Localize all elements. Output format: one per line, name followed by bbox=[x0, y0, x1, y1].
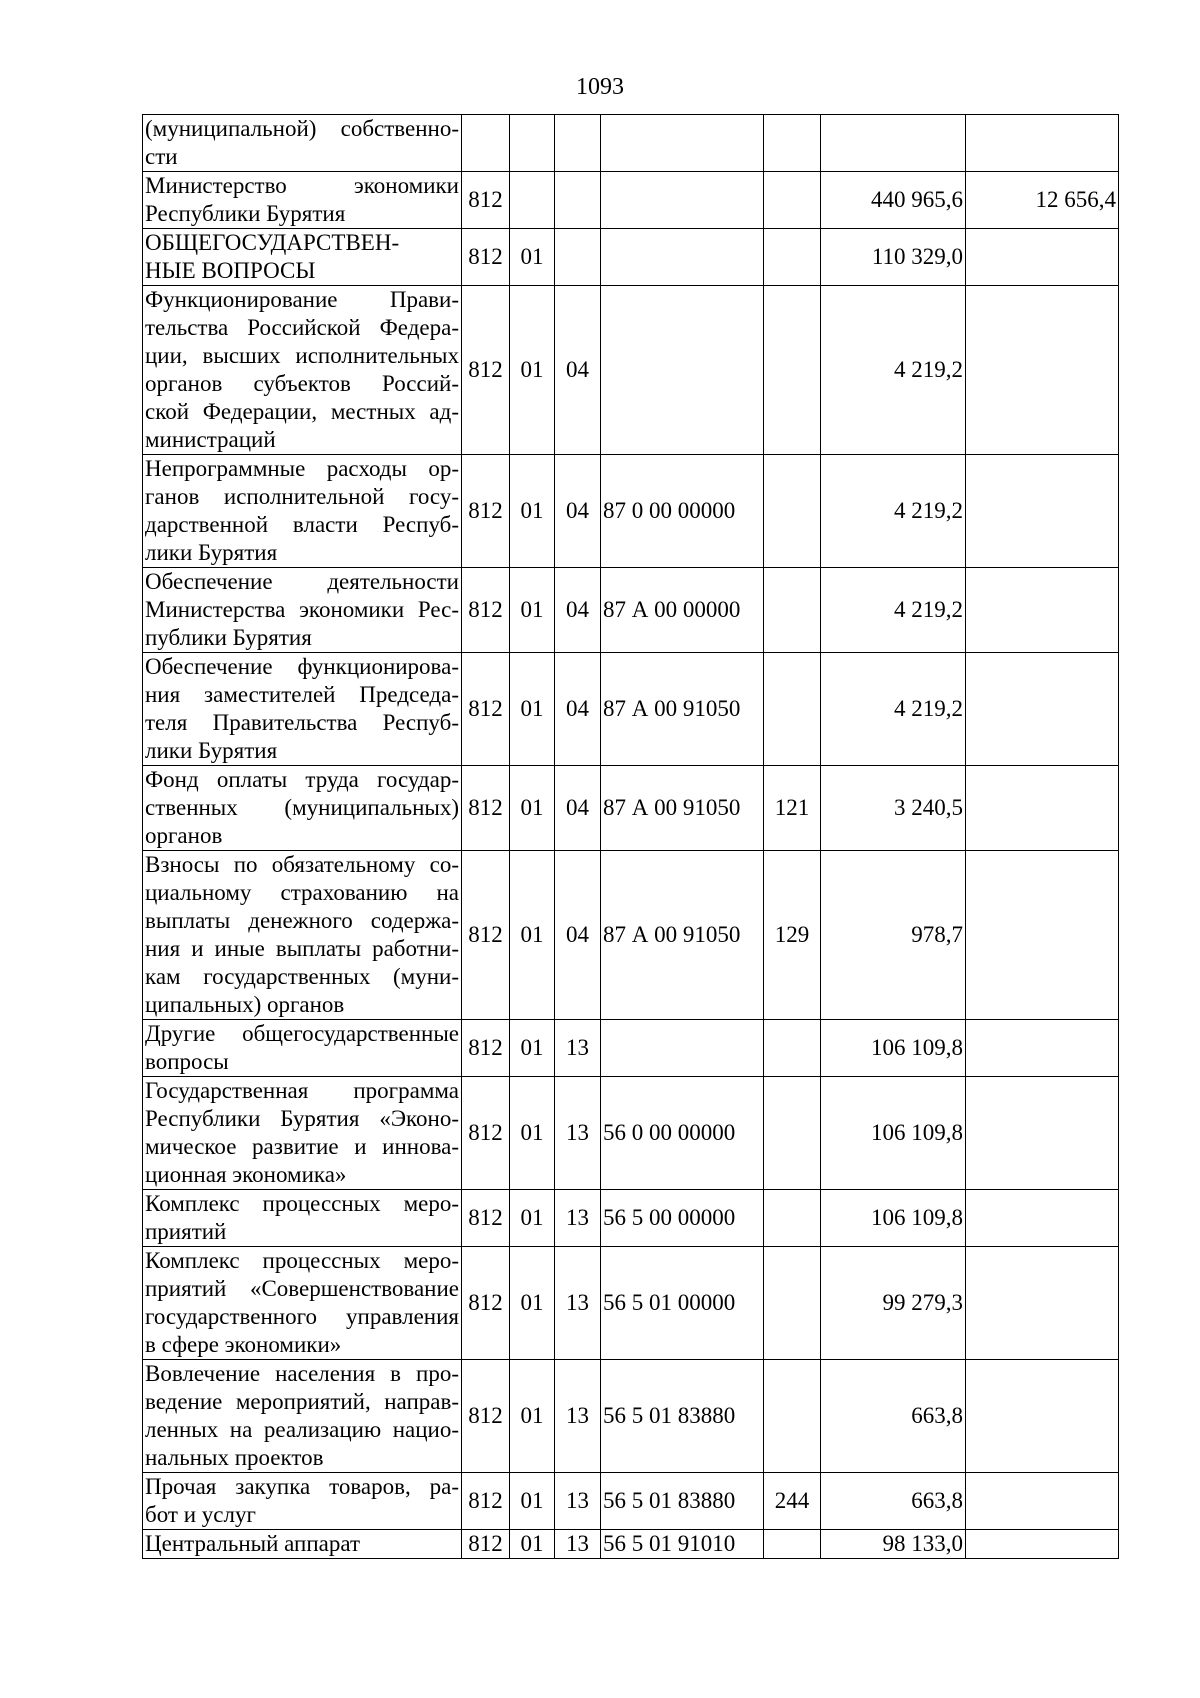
table-row bbox=[143, 766, 1119, 851]
row-name-line: (муниципальной) собственно- bbox=[145, 116, 459, 141]
row-name-line: Непрограммные расходы ор- bbox=[145, 456, 459, 481]
subsection-code-cell: 04 bbox=[555, 286, 601, 455]
table-row bbox=[143, 455, 1119, 568]
subsection-code-cell: 04 bbox=[555, 653, 601, 766]
gr-code-cell bbox=[462, 115, 510, 172]
subsection-code-cell: 13 bbox=[555, 1473, 601, 1530]
target-article-cell: 56 0 00 00000 bbox=[601, 1077, 764, 1190]
expense-type-cell bbox=[764, 653, 821, 766]
subsection-code-cell: 13 bbox=[555, 1020, 601, 1077]
row-name-cell bbox=[143, 1473, 462, 1530]
row-name-line: Прочая закупка товаров, ра- bbox=[145, 1474, 459, 1499]
gr-code-cell: 812 bbox=[462, 1190, 510, 1247]
amount-cell: 3 240,5 bbox=[821, 766, 966, 851]
expense-type-cell bbox=[764, 1530, 821, 1559]
section-code-cell: 01 bbox=[510, 455, 555, 568]
target-article-cell: 56 5 01 91010 bbox=[601, 1530, 764, 1559]
row-name-line: ционная экономика» bbox=[145, 1162, 347, 1187]
row-name-line: ганов исполнительной госу- bbox=[145, 484, 459, 509]
amount-secondary-cell bbox=[966, 1020, 1119, 1077]
gr-code-cell: 812 bbox=[462, 766, 510, 851]
row-name-cell bbox=[143, 568, 462, 653]
subsection-code-cell: 04 bbox=[555, 766, 601, 851]
row-name-cell bbox=[143, 1020, 462, 1077]
gr-code-cell: 812 bbox=[462, 653, 510, 766]
row-name-line: государственного управления bbox=[145, 1304, 459, 1329]
gr-code-cell: 812 bbox=[462, 286, 510, 455]
row-name-line: НЫЕ ВОПРОСЫ bbox=[145, 258, 316, 283]
section-code-cell bbox=[510, 172, 555, 229]
gr-code-cell: 812 bbox=[462, 1247, 510, 1360]
target-article-cell: 87 А 00 91050 bbox=[601, 851, 764, 1020]
row-name-cell bbox=[143, 1077, 462, 1190]
target-article-cell: 87 А 00 00000 bbox=[601, 568, 764, 653]
subsection-code-cell: 04 bbox=[555, 455, 601, 568]
row-name-line: Взносы по обязательному со- bbox=[145, 852, 459, 877]
expense-type-cell bbox=[764, 455, 821, 568]
table-row bbox=[143, 1360, 1119, 1473]
table-row bbox=[143, 229, 1119, 286]
row-name-line: мическое развитие и иннова- bbox=[145, 1134, 459, 1159]
target-article-cell: 56 5 01 83880 bbox=[601, 1473, 764, 1530]
row-name-line: Обеспечение деятельности bbox=[145, 569, 459, 594]
expense-type-cell: 121 bbox=[764, 766, 821, 851]
table-body bbox=[143, 115, 1119, 1559]
row-name-line: органов субъектов Россий- bbox=[145, 371, 459, 396]
amount-secondary-cell bbox=[966, 455, 1119, 568]
gr-code-cell: 812 bbox=[462, 229, 510, 286]
expense-type-cell bbox=[764, 1077, 821, 1190]
row-name-line: ципальных) органов bbox=[145, 992, 345, 1017]
section-code-cell: 01 bbox=[510, 1530, 555, 1559]
row-name-line: Министерства экономики Рес- bbox=[145, 597, 459, 622]
subsection-code-cell: 04 bbox=[555, 568, 601, 653]
gr-code-cell: 812 bbox=[462, 172, 510, 229]
table-row bbox=[143, 851, 1119, 1020]
table-row bbox=[143, 1473, 1119, 1530]
amount-secondary-cell bbox=[966, 766, 1119, 851]
row-name-line: Обеспечение функционирова- bbox=[145, 654, 459, 679]
target-article-cell bbox=[601, 115, 764, 172]
subsection-code-cell bbox=[555, 229, 601, 286]
subsection-code-cell: 13 bbox=[555, 1190, 601, 1247]
row-name-cell bbox=[143, 653, 462, 766]
table-row bbox=[143, 568, 1119, 653]
target-article-cell bbox=[601, 229, 764, 286]
row-name-cell bbox=[143, 851, 462, 1020]
amount-secondary-cell bbox=[966, 229, 1119, 286]
row-name-line: ции, высших исполнительных bbox=[145, 343, 459, 368]
row-name-line: кам государственных (муни- bbox=[145, 964, 459, 989]
subsection-code-cell bbox=[555, 172, 601, 229]
row-name-cell bbox=[143, 229, 462, 286]
row-name-line: Фонд оплаты труда государ- bbox=[145, 767, 459, 792]
expense-type-cell: 244 bbox=[764, 1473, 821, 1530]
section-code-cell: 01 bbox=[510, 1077, 555, 1190]
row-name-line: вопросы bbox=[145, 1049, 229, 1074]
table-row bbox=[143, 1247, 1119, 1360]
expense-type-cell bbox=[764, 1020, 821, 1077]
amount-secondary-cell bbox=[966, 1530, 1119, 1559]
row-name-line: ния и иные выплаты работни- bbox=[145, 936, 459, 961]
subsection-code-cell bbox=[555, 115, 601, 172]
subsection-code-cell: 13 bbox=[555, 1077, 601, 1190]
target-article-cell: 87 А 00 91050 bbox=[601, 766, 764, 851]
budget-table bbox=[142, 114, 1119, 1559]
target-article-cell: 56 5 00 00000 bbox=[601, 1190, 764, 1247]
section-code-cell: 01 bbox=[510, 1020, 555, 1077]
gr-code-cell: 812 bbox=[462, 568, 510, 653]
row-name-line: Другие общегосударственные bbox=[145, 1021, 459, 1046]
amount-secondary-cell bbox=[966, 653, 1119, 766]
expense-type-cell bbox=[764, 1360, 821, 1473]
section-code-cell: 01 bbox=[510, 766, 555, 851]
table-row bbox=[143, 286, 1119, 455]
amount-secondary-cell bbox=[966, 1190, 1119, 1247]
gr-code-cell: 812 bbox=[462, 1020, 510, 1077]
row-name-cell bbox=[143, 1247, 462, 1360]
row-name-line: Комплекс процессных меро- bbox=[145, 1191, 459, 1216]
amount-secondary-cell bbox=[966, 115, 1119, 172]
section-code-cell: 01 bbox=[510, 1190, 555, 1247]
gr-code-cell: 812 bbox=[462, 455, 510, 568]
row-name-cell bbox=[143, 455, 462, 568]
gr-code-cell: 812 bbox=[462, 851, 510, 1020]
row-name-line: теля Правительства Респуб- bbox=[145, 710, 459, 735]
expense-type-cell bbox=[764, 172, 821, 229]
target-article-cell: 56 5 01 83880 bbox=[601, 1360, 764, 1473]
amount-secondary-cell bbox=[966, 1473, 1119, 1530]
row-name-line: ния заместителей Председа- bbox=[145, 682, 459, 707]
row-name-line: Вовлечение населения в про- bbox=[145, 1361, 459, 1386]
row-name-line: лики Бурятия bbox=[145, 738, 278, 763]
row-name-line: Министерство экономики bbox=[145, 173, 459, 198]
row-name-line: ленных на реализацию нацио- bbox=[145, 1417, 459, 1442]
row-name-line: ведение мероприятий, направ- bbox=[145, 1389, 459, 1414]
row-name-line: министраций bbox=[145, 427, 276, 452]
gr-code-cell: 812 bbox=[462, 1077, 510, 1190]
amount-cell: 663,8 bbox=[821, 1473, 966, 1530]
table-row bbox=[143, 1020, 1119, 1077]
row-name-cell bbox=[143, 172, 462, 229]
row-name-line: Центральный аппарат bbox=[145, 1531, 361, 1556]
subsection-code-cell: 13 bbox=[555, 1530, 601, 1559]
gr-code-cell: 812 bbox=[462, 1360, 510, 1473]
row-name-line: Функционирование Прави- bbox=[145, 287, 459, 312]
amount-secondary-cell bbox=[966, 1077, 1119, 1190]
amount-secondary-cell bbox=[966, 851, 1119, 1020]
amount-cell: 440 965,6 bbox=[821, 172, 966, 229]
row-name-line: Комплекс процессных меро- bbox=[145, 1248, 459, 1273]
amount-cell: 4 219,2 bbox=[821, 568, 966, 653]
expense-type-cell: 129 bbox=[764, 851, 821, 1020]
section-code-cell: 01 bbox=[510, 1247, 555, 1360]
target-article-cell bbox=[601, 286, 764, 455]
subsection-code-cell: 13 bbox=[555, 1247, 601, 1360]
amount-secondary-cell: 12 656,4 bbox=[966, 172, 1119, 229]
expense-type-cell bbox=[764, 229, 821, 286]
amount-cell: 106 109,8 bbox=[821, 1077, 966, 1190]
section-code-cell: 01 bbox=[510, 1473, 555, 1530]
row-name-line: дарственной власти Респуб- bbox=[145, 512, 459, 537]
expense-type-cell bbox=[764, 568, 821, 653]
row-name-line: Государственная программа bbox=[145, 1078, 459, 1103]
table-row bbox=[143, 1530, 1119, 1559]
row-name-line: ственных (муниципальных) bbox=[145, 795, 459, 820]
row-name-line: приятий «Совершенствование bbox=[145, 1276, 459, 1301]
amount-cell: 663,8 bbox=[821, 1360, 966, 1473]
expense-type-cell bbox=[764, 286, 821, 455]
section-code-cell: 01 bbox=[510, 286, 555, 455]
row-name-line: в сфере экономики» bbox=[145, 1332, 342, 1357]
section-code-cell: 01 bbox=[510, 851, 555, 1020]
gr-code-cell: 812 bbox=[462, 1530, 510, 1559]
section-code-cell: 01 bbox=[510, 1360, 555, 1473]
target-article-cell bbox=[601, 172, 764, 229]
amount-cell: 4 219,2 bbox=[821, 653, 966, 766]
row-name-cell bbox=[143, 115, 462, 172]
amount-secondary-cell bbox=[966, 1247, 1119, 1360]
amount-cell: 106 109,8 bbox=[821, 1190, 966, 1247]
amount-secondary-cell bbox=[966, 286, 1119, 455]
row-name-line: лики Бурятия bbox=[145, 540, 278, 565]
table-row bbox=[143, 653, 1119, 766]
amount-secondary-cell bbox=[966, 1360, 1119, 1473]
table-row bbox=[143, 115, 1119, 172]
row-name-line: Республики Бурятия «Эконо- bbox=[145, 1106, 459, 1131]
amount-cell bbox=[821, 115, 966, 172]
amount-cell: 106 109,8 bbox=[821, 1020, 966, 1077]
section-code-cell: 01 bbox=[510, 653, 555, 766]
row-name-line: сти bbox=[145, 144, 178, 169]
amount-secondary-cell bbox=[966, 568, 1119, 653]
gr-code-cell: 812 bbox=[462, 1473, 510, 1530]
row-name-cell bbox=[143, 766, 462, 851]
row-name-line: бот и услуг bbox=[145, 1502, 256, 1527]
row-name-line: выплаты денежного содержа- bbox=[145, 908, 459, 933]
table-row bbox=[143, 1190, 1119, 1247]
target-article-cell: 56 5 01 00000 bbox=[601, 1247, 764, 1360]
row-name-line: приятий bbox=[145, 1219, 227, 1244]
row-name-line: тельства Российской Федера- bbox=[145, 315, 459, 340]
amount-cell: 4 219,2 bbox=[821, 455, 966, 568]
target-article-cell bbox=[601, 1020, 764, 1077]
row-name-line: органов bbox=[145, 823, 223, 848]
expense-type-cell bbox=[764, 1190, 821, 1247]
target-article-cell: 87 А 00 91050 bbox=[601, 653, 764, 766]
section-code-cell bbox=[510, 115, 555, 172]
amount-cell: 4 219,2 bbox=[821, 286, 966, 455]
amount-cell: 978,7 bbox=[821, 851, 966, 1020]
section-code-cell: 01 bbox=[510, 229, 555, 286]
expense-type-cell bbox=[764, 1247, 821, 1360]
row-name-cell bbox=[143, 1360, 462, 1473]
row-name-cell bbox=[143, 286, 462, 455]
amount-cell: 98 133,0 bbox=[821, 1530, 966, 1559]
expense-type-cell bbox=[764, 115, 821, 172]
row-name-line: публики Бурятия bbox=[145, 625, 312, 650]
row-name-line: ОБЩЕГОСУДАРСТВЕН- bbox=[145, 230, 400, 255]
target-article-cell: 87 0 00 00000 bbox=[601, 455, 764, 568]
row-name-cell bbox=[143, 1530, 462, 1559]
amount-cell: 110 329,0 bbox=[821, 229, 966, 286]
page-number: 1093 bbox=[576, 74, 624, 100]
row-name-line: ской Федерации, местных ад- bbox=[145, 399, 459, 424]
amount-cell: 99 279,3 bbox=[821, 1247, 966, 1360]
row-name-cell bbox=[143, 1190, 462, 1247]
table-row bbox=[143, 1077, 1119, 1190]
subsection-code-cell: 13 bbox=[555, 1360, 601, 1473]
row-name-line: Республики Бурятия bbox=[145, 201, 346, 226]
row-name-line: нальных проектов bbox=[145, 1445, 324, 1470]
subsection-code-cell: 04 bbox=[555, 851, 601, 1020]
table-row bbox=[143, 172, 1119, 229]
row-name-line: циальному страхованию на bbox=[145, 880, 459, 905]
section-code-cell: 01 bbox=[510, 568, 555, 653]
